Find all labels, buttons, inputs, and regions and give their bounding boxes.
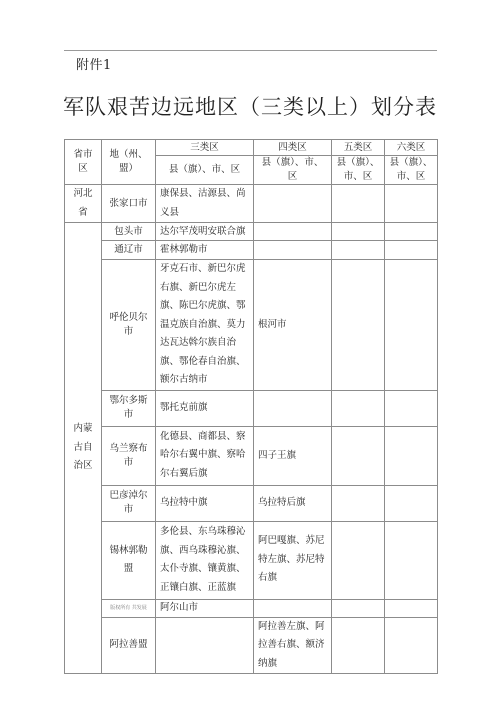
- class5-cell: [332, 485, 385, 521]
- prefecture-cell: 通辽市: [102, 241, 156, 260]
- prefecture-cell: 张家口市: [102, 185, 156, 223]
- class4-cell: [254, 599, 332, 617]
- top-rule: [64, 50, 437, 51]
- prefecture-cell: 阿拉善盟: [102, 617, 156, 674]
- class4-cell: 根河市: [254, 260, 332, 391]
- subheader-class4: 县（旗）、市、区: [254, 156, 332, 185]
- class3-cell: 多伦县、东乌珠穆沁旗、西乌珠穆沁旗、太仆寺旗、镶黄旗、正镶白旗、正蓝旗: [156, 521, 254, 599]
- table-row: [65, 223, 438, 241]
- province-cell: 河北省: [65, 185, 102, 223]
- header-class5: 五类区: [332, 140, 385, 156]
- class6-cell: [385, 617, 438, 674]
- document-title: 军队艰苦边远地区（三类以上）划分表: [63, 95, 437, 119]
- province-cell: 内蒙古自治区: [65, 223, 102, 674]
- class6-cell: [385, 390, 438, 426]
- class6-cell: [385, 223, 438, 241]
- class5-cell: [332, 185, 385, 223]
- class3-cell: 阿尔山市: [156, 599, 254, 617]
- class4-cell: 阿拉善左旗、阿拉善右旗、额济纳旗: [254, 617, 332, 674]
- header-class6: 六类区: [385, 140, 438, 156]
- class4-cell: 乌拉特后旗: [254, 485, 332, 521]
- table-row: [65, 521, 438, 599]
- prefecture-cell: 乌兰察布市: [102, 426, 156, 485]
- table-row: [65, 260, 438, 391]
- header-province: 省市区: [65, 140, 102, 185]
- table-row: [65, 599, 438, 617]
- subheader-class5: 县（旗）、市、区: [332, 156, 385, 185]
- prefecture-cell: 鄂尔多斯市: [102, 390, 156, 426]
- class4-cell: [254, 241, 332, 260]
- class4-cell: 阿巴嘎旗、苏尼特左旗、苏尼特右旗: [254, 521, 332, 599]
- class5-cell: [332, 241, 385, 260]
- class6-cell: [385, 599, 438, 617]
- class3-cell: 康保县、沽源县、尚义县: [156, 185, 254, 223]
- attachment-label: 附件1: [76, 58, 112, 73]
- table-row: [65, 485, 438, 521]
- class5-cell: [332, 521, 385, 599]
- watermark-note: 版权所有 共发展: [102, 599, 156, 617]
- table-header-row: [65, 140, 438, 156]
- class6-cell: [385, 260, 438, 391]
- class5-cell: [332, 260, 385, 391]
- class3-cell: 鄂托克前旗: [156, 390, 254, 426]
- class3-cell: 达尔罕茂明安联合旗: [156, 223, 254, 241]
- table-row: [65, 185, 438, 223]
- table-row: [65, 390, 438, 426]
- prefecture-cell: 呼伦贝尔市: [102, 260, 156, 391]
- class3-cell: 乌拉特中旗: [156, 485, 254, 521]
- class6-cell: [385, 485, 438, 521]
- class6-cell: [385, 521, 438, 599]
- class3-cell: 霍林郭勒市: [156, 241, 254, 260]
- class3-cell: 化德县、商都县、察哈尔右翼中旗、察哈尔右翼后旗: [156, 426, 254, 485]
- class6-cell: [385, 426, 438, 485]
- prefecture-cell: 锡林郭勒盟: [102, 521, 156, 599]
- class4-cell: [254, 185, 332, 223]
- class5-cell: [332, 223, 385, 241]
- class6-cell: [385, 185, 438, 223]
- prefecture-cell: 巴彦淖尔市: [102, 485, 156, 521]
- class3-cell: [156, 617, 254, 674]
- table-row: [65, 617, 438, 674]
- table-row: [65, 426, 438, 485]
- region-table: [64, 139, 438, 674]
- header-class4: 四类区: [254, 140, 332, 156]
- class6-cell: [385, 241, 438, 260]
- table-row: [65, 241, 438, 260]
- header-prefecture: 地（州、盟）: [102, 140, 156, 185]
- subheader-class6: 县（旗）、市、区: [385, 156, 438, 185]
- class5-cell: [332, 390, 385, 426]
- class5-cell: [332, 617, 385, 674]
- class5-cell: [332, 599, 385, 617]
- prefecture-cell: 包头市: [102, 223, 156, 241]
- class5-cell: [332, 426, 385, 485]
- class3-cell: 牙克石市、新巴尔虎右旗、新巴尔虎左旗、陈巴尔虎旗、鄂温克族自治旗、莫力达瓦达斡尔族自治旗、鄂伦春自治旗、额尔古纳市: [156, 260, 254, 391]
- subheader-class3: 县（旗）、市、区: [156, 156, 254, 185]
- class4-cell: [254, 223, 332, 241]
- class4-cell: 四子王旗: [254, 426, 332, 485]
- header-class3: 三类区: [156, 140, 254, 156]
- class4-cell: [254, 390, 332, 426]
